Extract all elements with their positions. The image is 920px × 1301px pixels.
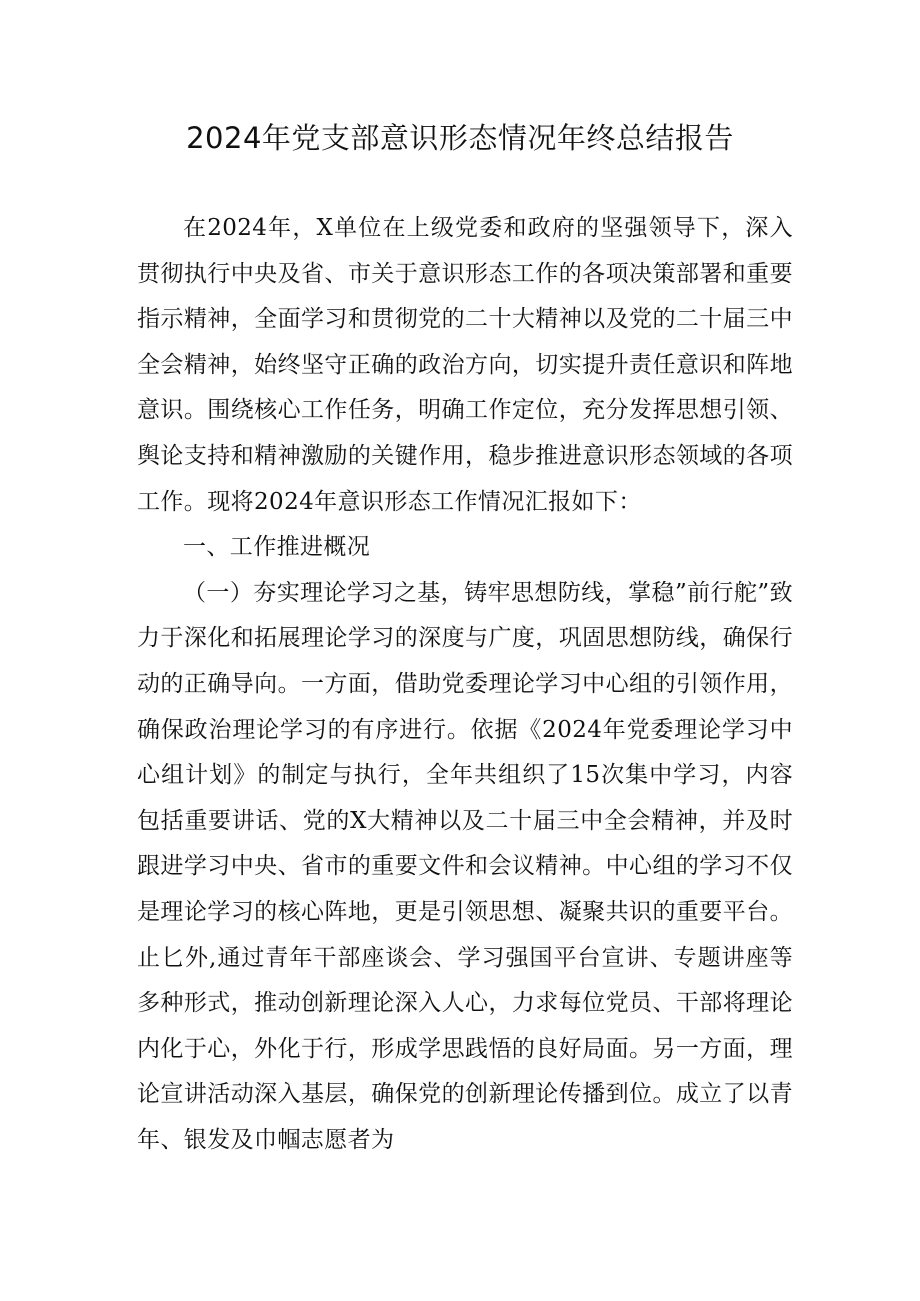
section-heading: 一、工作推进概况	[183, 534, 371, 561]
document-title: 2024年党支部意识形态情况年终总结报告	[186, 121, 734, 155]
intro-paragraph: 在2024年，X单位在上级党委和政府的坚强领导下，深入贯彻执行中央及省、市关于意识形态工作的各项决策部署和重要指示精神，全面学习和贯彻党的二十大精神以及党的二十届三中全会精神，始终坚守正确的政治方向，切实提升责任意识和阵地意识。围绕核心工作任务，明确工作定位，充分发挥思想引领、舆论支持和精神激励的关键作用，稳步推进意识形态领域的各项工作。现将2024年意识形态工作情况汇报如下：	[137, 215, 793, 515]
subsection-paragraph: （一）夯实理论学习之基，铸牢思想防线，掌稳”前行舵”致力于深化和拓展理论学习的深度与广度，巩固思想防线，确保行动的正确导向。一方面，借助党委理论学习中心组的引领作用，确保政治理论学习的有序进行。依据《2024年党委理论学习中心组计划》的制定与执行，全年共组织了15次集中学习，内容包括重要讲话、党的X大精神以及二十届三中全会精神，并及时跟进学习中央、省市的重要文件和会议精神。中心组的学习不仅是理论学习的核心阵地，更是引领思想、凝聚共识的重要平台。止匕外,通过青年干部座谈会、学习强国平台宣讲、专题讲座等多种形式，推动创新理论深入人心，力求每位党员、干部将理论内化于心，外化于行，形成学思践悟的良好局面。另一方面，理论宣讲活动深入基层，确保党的创新理论传播到位。成立了以青年、银发及巾帼志愿者为	[137, 579, 793, 1153]
document-body	[137, 206, 793, 1163]
